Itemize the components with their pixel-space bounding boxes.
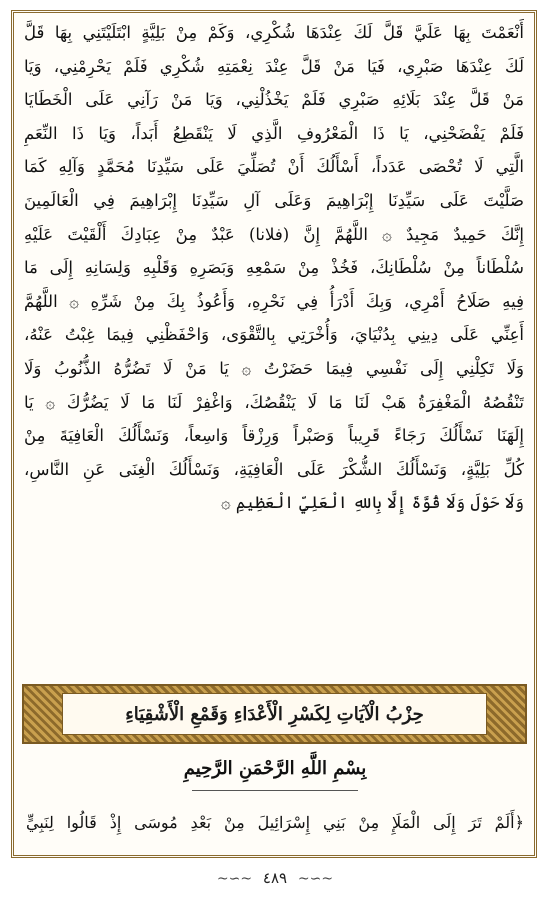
text-line-9: فِيهِ صَلَاحُ أَمْرِي، وَبِكَ أَدْرَأُ فِي نَحْرِهِ، وَأَعُوذُ بِكَ مِنْ شَرِّهِ ۞ اللَّهُمَّ [24, 291, 524, 311]
text-line-11: وَلَا تَكِلْنِي إِلَى نَفْسِي فِيمَا حَضَرْتُ ۞ يَا مَنْ لَا تَضُرُّهُ الذُّنُوبُ وَلَا [24, 358, 524, 378]
basmala: بِسْمِ اللَّهِ الرَّحْمَنِ الرَّحِيمِ [183, 758, 367, 779]
text-line-7: إِنَّكَ حَمِيدٌ مَجِيدٌ ۞ اللَّهُمَّ إِنَّ (فلانا) عَبْدٌ مِنْ عِبَادِكَ أَلْقَيْتَ عَلَيْهِ [24, 224, 524, 244]
text-line-8: سُلْطَاناً مِنْ سُلْطَانِكَ، فَخُذْ مِنْ سَمْعِهِ وَبَصَرِهِ وَقَلْبِهِ وَلِسَانِهِ إِلَى مَا [24, 258, 524, 278]
text-line-10: أَعِنِّي عَلَى دِينِي بِدُنْيَايَ، وَأُخْرَتِي بِالتَّقْوَى، وَاحْفَظْنِي فِيمَا غِبْتُ عَنْهُ، [24, 325, 524, 345]
page-number: ٤٨٩ [262, 869, 288, 887]
text-line-14: كُلِّ بَلِيَّةٍ، وَنَسْأَلُكَ الشُّكْرَ عَلَى الْعَافِيَةِ، وَنَسْأَلُكَ الْغِنَى عَنِ النَّاسِ، [24, 459, 524, 479]
flourish-right-icon: ~∽~ [297, 871, 334, 887]
section-heading: حِزْبُ الْآيَاتِ لِكَسْرِ الْأَعْدَاءِ وَقَمْعِ الْأَشْقِيَاءِ [62, 693, 487, 735]
quran-verse-line: ﴿أَلَمْ تَرَ إِلَى الْمَلَإِ مِنْ بَنِي إِسْرَائِيلَ مِنْ بَعْدِ مُوسَى إِذْ قَالُوا لِنَبِيٍّ [26, 813, 524, 832]
page-footer [0, 869, 550, 895]
text-line-4: فَلَمْ يَفْضَحْنِي، يَا ذَا الْمَعْرُوفِ الَّذِي لَا يَنْقَطِعُ أَبَداً، وَيَا ذَا النِّعَمِ [24, 123, 524, 143]
text-line-13: إِلَهَنَا نَسْأَلُكَ رَجَاءً قَرِيباً وَصَبْراً وَرِزْقاً وَاسِعاً، وَنَسْأَلُكَ الْعَافِيَةَ مِنْ [24, 426, 524, 446]
text-line-6: صَلَّيْتَ عَلَى سَيِّدِنَا إِبْرَاهِيمَ وَعَلَى آلِ سَيِّدِنَا إِبْرَاهِيمَ فِي الْعَالَمِينَ [24, 190, 524, 210]
text-line-5: الَّتِي لَا تُحْصَى عَدَداً، أَسْأَلُكَ أَنْ تُصَلِّيَ عَلَى سَيِّدِنَا مُحَمَّدٍ وَآلِهِ كَمَا [24, 157, 524, 177]
basmala-underline [192, 790, 358, 791]
flourish-left-icon: ~∽~ [216, 871, 253, 887]
text-line-3: مَنْ قَلَّ عِنْدَ بَلَائِهِ صَبْرِي فَلَمْ يَخْذُلْنِي، وَيَا مَنْ رَآنِي عَلَى الْخَطَايَا [24, 90, 524, 110]
section-heading-banner [22, 684, 527, 744]
text-line-1: أَنْعَمْتَ بِهَا عَلَيَّ قَلَّ لَكَ عِنْدَهَا شُكْرِي، وَكَمْ مِنْ بَلِيَّةٍ ابْتَلَيْتَنِي بِهَا قَلَّ [24, 23, 524, 42]
text-line-15: وَلَا حَوْلَ وَلَا قُوَّةَ إِلَّا بِاللهِ الْعَلِيِّ الْعَظِيمِ ۞ [221, 493, 524, 513]
prayer-text [24, 16, 524, 520]
text-line-12: تَنْقُصُهُ الْمَغْفِرَةُ هَبْ لَنَا مَا لَا يَنْقُصُكَ، وَاغْفِرْ لَنَا مَا لَا يَضُرُّكَ ۞ يَا [24, 392, 524, 412]
text-line-2: لَكَ عِنْدَهَا صَبْرِي، فَيَا مَنْ قَلَّ عِنْدَ نِعْمَتِهِ شُكْرِي فَلَمْ يَحْرِمْنِي، وَيَا [24, 56, 524, 76]
